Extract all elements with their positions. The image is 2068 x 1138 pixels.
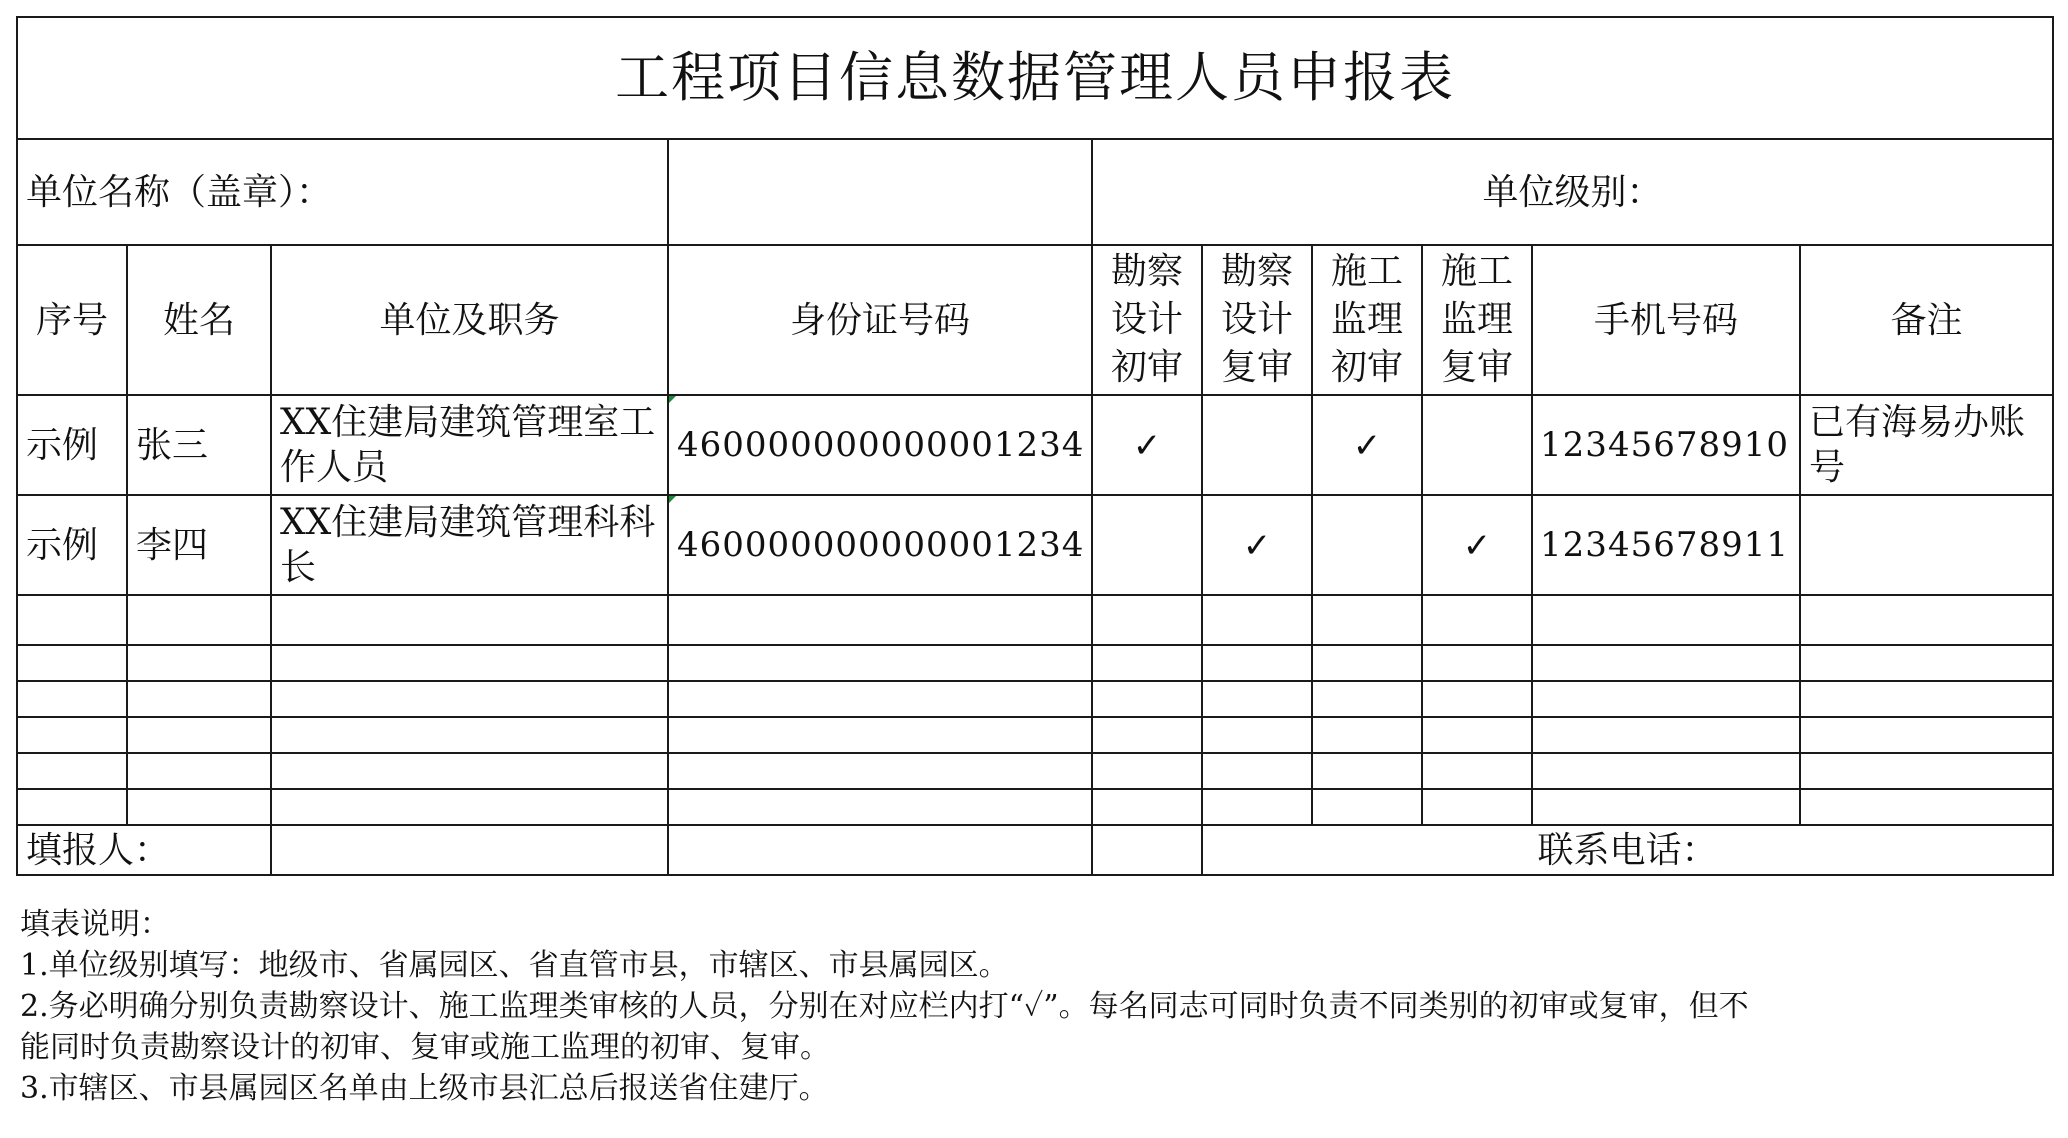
filler-extra-cell[interactable]: [1092, 825, 1202, 875]
empty-cell[interactable]: [1800, 717, 2053, 753]
header-unit-position: 单位及职务: [271, 245, 668, 395]
empty-row: [17, 753, 2053, 789]
empty-cell[interactable]: [1532, 681, 1800, 717]
title-row: [17, 17, 2053, 139]
empty-cell[interactable]: [17, 681, 127, 717]
empty-cell[interactable]: [1202, 717, 1312, 753]
empty-cell[interactable]: [127, 753, 271, 789]
row-seq[interactable]: 示例: [17, 395, 127, 495]
empty-cell[interactable]: [1092, 789, 1202, 825]
row-construction-initial-cell[interactable]: [1312, 395, 1422, 495]
header-remarks: 备注: [1800, 245, 2053, 395]
empty-cell[interactable]: [17, 753, 127, 789]
empty-cell[interactable]: [1312, 753, 1422, 789]
empty-cell[interactable]: [1800, 645, 2053, 681]
empty-cell[interactable]: [127, 595, 271, 645]
empty-cell[interactable]: [1800, 595, 2053, 645]
header-construction-review-line2: 监理: [1440, 299, 1513, 340]
header-survey-initial: [1092, 245, 1202, 395]
empty-cell[interactable]: [1202, 595, 1312, 645]
unit-info-row: [17, 139, 2053, 245]
header-construction-review-line1: 施工: [1440, 251, 1513, 292]
header-construction-review: [1422, 245, 1532, 395]
instruction-line: 能同时负责勘察设计的初审、复审或施工监理的初审、复审。: [20, 1030, 830, 1065]
empty-cell[interactable]: [1422, 789, 1532, 825]
empty-cell[interactable]: [668, 681, 1092, 717]
empty-cell[interactable]: [127, 789, 271, 825]
empty-cell[interactable]: [668, 753, 1092, 789]
instruction-line: 2.务必明确分别负责勘察设计、施工监理类审核的人员，分别在对应栏内打“✓”。每名同志可同时负责不同类别的初审或复审，但不: [20, 989, 1749, 1024]
header-survey-initial-line2: 设计: [1110, 299, 1183, 340]
empty-cell[interactable]: [271, 595, 668, 645]
header-survey-review-line2: 设计: [1220, 299, 1293, 340]
empty-cell[interactable]: [1532, 789, 1800, 825]
empty-row: [17, 681, 2053, 717]
empty-cell[interactable]: [127, 717, 271, 753]
row-survey-initial-cell[interactable]: [1092, 495, 1202, 595]
filler-label: 填报人：: [17, 825, 271, 875]
check-icon: ✓: [1352, 425, 1382, 466]
header-survey-review-line1: 勘察: [1220, 251, 1293, 292]
header-seq: 序号: [17, 245, 127, 395]
empty-cell[interactable]: [1422, 753, 1532, 789]
header-survey-review-line3: 复审: [1220, 347, 1293, 388]
row-survey-initial-cell[interactable]: [1092, 395, 1202, 495]
row-name[interactable]: 李四: [127, 495, 271, 595]
row-survey-review-cell[interactable]: [1202, 395, 1312, 495]
header-construction-initial-line1: 施工: [1330, 251, 1403, 292]
empty-cell[interactable]: [17, 717, 127, 753]
header-phone: 手机号码: [1532, 245, 1800, 395]
unit-level-label[interactable]: 单位级别：: [1092, 139, 2053, 245]
check-icon: ✓: [1242, 525, 1272, 566]
empty-cell[interactable]: [1422, 645, 1532, 681]
empty-cell[interactable]: [17, 789, 127, 825]
empty-cell[interactable]: [668, 595, 1092, 645]
footer-row: [17, 825, 2053, 875]
row-seq[interactable]: 示例: [17, 495, 127, 595]
empty-cell[interactable]: [127, 681, 271, 717]
header-name: 姓名: [127, 245, 271, 395]
empty-cell[interactable]: [1800, 789, 2053, 825]
empty-row: [17, 645, 2053, 681]
row-remarks[interactable]: [1800, 495, 2053, 595]
form-title: 工程项目信息数据管理人员申报表: [17, 17, 2053, 139]
empty-row: [17, 595, 2053, 645]
application-form-table: [16, 16, 2054, 876]
header-survey-initial-line1: 勘察: [1110, 251, 1183, 292]
empty-cell[interactable]: [17, 595, 127, 645]
row-id-number[interactable]: 460000000000001234: [668, 395, 1092, 495]
empty-cell[interactable]: [1092, 595, 1202, 645]
empty-cell[interactable]: [1312, 645, 1422, 681]
empty-cell[interactable]: [1202, 753, 1312, 789]
empty-cell[interactable]: [1800, 681, 2053, 717]
empty-cell[interactable]: [127, 645, 271, 681]
check-icon: ✓: [1132, 425, 1162, 466]
header-survey-review: [1202, 245, 1312, 395]
empty-cell[interactable]: [1202, 681, 1312, 717]
empty-cell[interactable]: [668, 789, 1092, 825]
empty-cell[interactable]: [1422, 681, 1532, 717]
unit-name-label: 单位名称（盖章）：: [17, 139, 668, 245]
empty-cell[interactable]: [1312, 681, 1422, 717]
table-row: [17, 495, 2053, 595]
empty-cell[interactable]: [271, 645, 668, 681]
empty-cell[interactable]: [1092, 645, 1202, 681]
empty-cell[interactable]: [1312, 717, 1422, 753]
empty-row: [17, 717, 2053, 753]
empty-cell[interactable]: [271, 681, 668, 717]
empty-cell[interactable]: [271, 789, 668, 825]
header-survey-initial-line3: 初审: [1110, 347, 1183, 388]
filler-name-cell[interactable]: [271, 825, 668, 875]
empty-cell[interactable]: [271, 753, 668, 789]
empty-cell[interactable]: [668, 645, 1092, 681]
empty-cell[interactable]: [1422, 717, 1532, 753]
empty-cell[interactable]: [1422, 595, 1532, 645]
row-remarks[interactable]: 已有海易办账号: [1800, 395, 2053, 495]
row-unit-position[interactable]: XX住建局建筑管理室工作人员: [271, 395, 668, 495]
empty-cell[interactable]: [1532, 753, 1800, 789]
header-construction-initial-line2: 监理: [1330, 299, 1403, 340]
empty-row: [17, 789, 2053, 825]
empty-cell[interactable]: [271, 717, 668, 753]
empty-cell[interactable]: [1800, 753, 2053, 789]
empty-cell[interactable]: [17, 645, 127, 681]
empty-cell[interactable]: [668, 717, 1092, 753]
header-construction-review-line3: 复审: [1440, 347, 1513, 388]
empty-cell[interactable]: [1202, 789, 1312, 825]
instructions-heading: 填表说明：: [20, 907, 170, 942]
contact-phone-label[interactable]: 联系电话：: [1202, 825, 2053, 875]
header-construction-initial: [1312, 245, 1422, 395]
row-construction-review-cell[interactable]: [1422, 495, 1532, 595]
header-id-number: 身份证号码: [668, 245, 1092, 395]
header-construction-initial-line3: 初审: [1330, 347, 1403, 388]
empty-cell[interactable]: [1202, 645, 1312, 681]
check-icon: ✓: [1462, 525, 1492, 566]
unit-name-cell[interactable]: [668, 139, 1092, 245]
header-row: [17, 245, 2053, 395]
empty-cell[interactable]: [1092, 717, 1202, 753]
row-phone[interactable]: 12345678911: [1532, 495, 1800, 595]
empty-cell[interactable]: [1312, 595, 1422, 645]
instructions-block: [20, 904, 2040, 1109]
row-construction-initial-cell[interactable]: [1312, 495, 1422, 595]
row-unit-position[interactable]: XX住建局建筑管理科科长: [271, 495, 668, 595]
filler-extra-cell[interactable]: [668, 825, 1092, 875]
row-name[interactable]: 张三: [127, 395, 271, 495]
empty-cell[interactable]: [1092, 681, 1202, 717]
row-survey-review-cell[interactable]: [1202, 495, 1312, 595]
empty-cell[interactable]: [1532, 645, 1800, 681]
empty-cell[interactable]: [1532, 595, 1800, 645]
empty-cell[interactable]: [1092, 753, 1202, 789]
row-phone[interactable]: 12345678910: [1532, 395, 1800, 495]
table-row: [17, 395, 2053, 495]
row-id-number[interactable]: 460000000000001234: [668, 495, 1092, 595]
empty-cell[interactable]: [1532, 717, 1800, 753]
row-construction-review-cell[interactable]: [1422, 395, 1532, 495]
instruction-line: 3.市辖区、市县属园区名单由上级市县汇总后报送省住建厅。: [20, 1071, 829, 1106]
instruction-line: 1.单位级别填写：地级市、省属园区、省直管市县，市辖区、市县属园区。: [20, 948, 1009, 983]
empty-cell[interactable]: [1312, 789, 1422, 825]
